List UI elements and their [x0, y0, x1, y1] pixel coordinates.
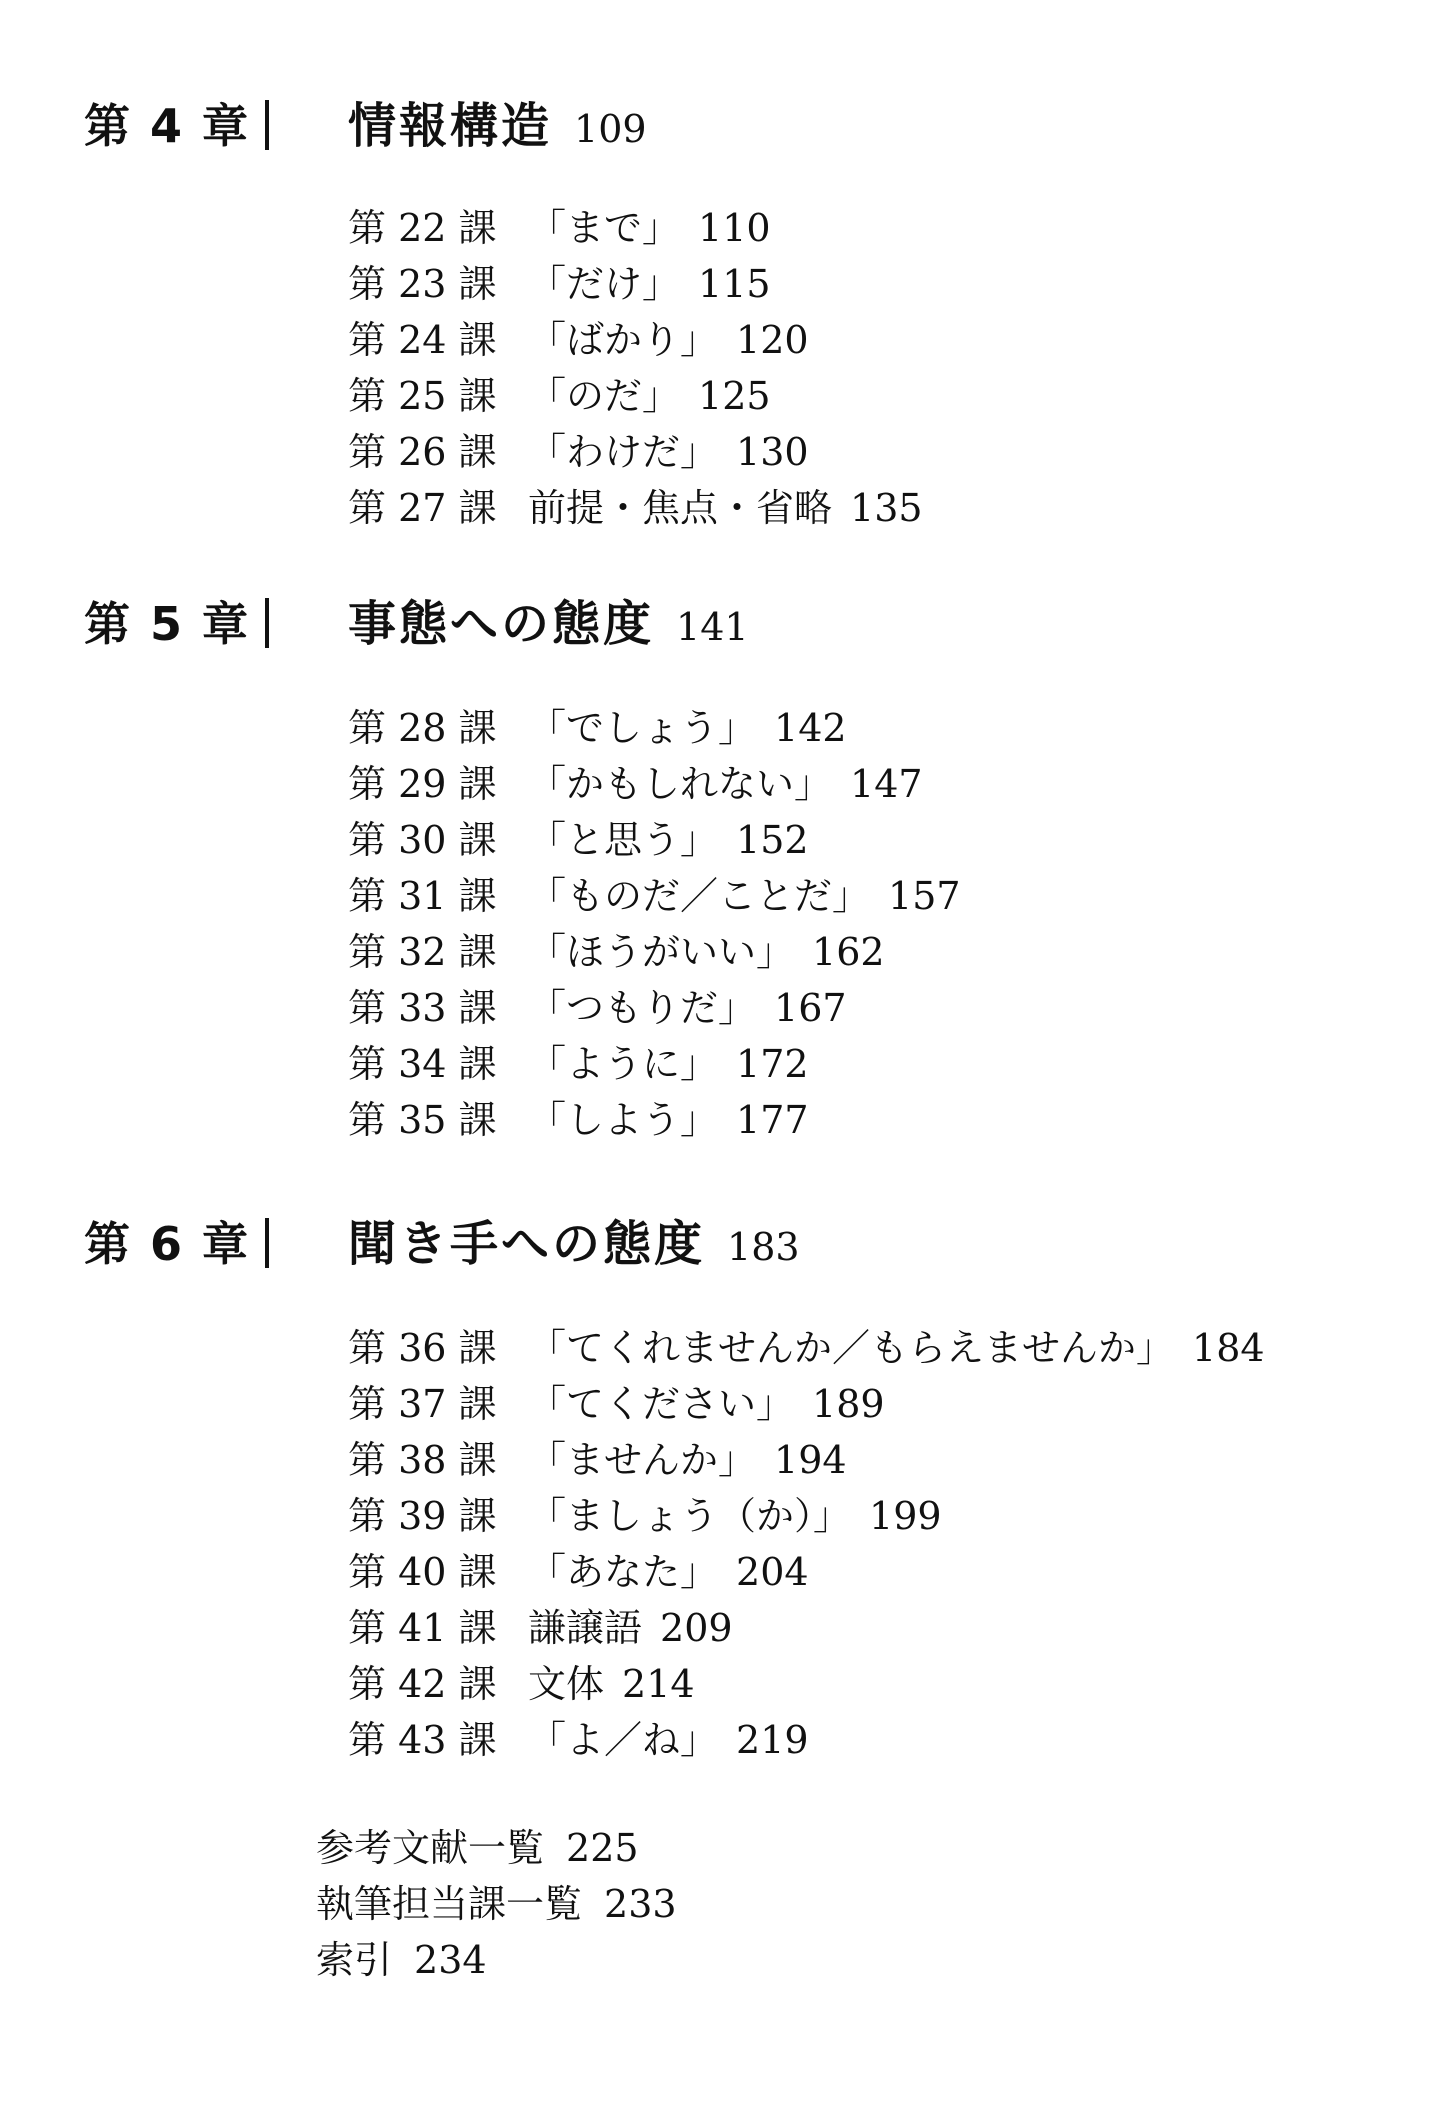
chapter-title-text: 事態への態度	[348, 596, 655, 652]
lesson-title: 「ませんか」	[528, 1438, 757, 1482]
lesson-entry	[348, 868, 961, 924]
chapter-title	[348, 1204, 800, 1287]
lesson-entry	[348, 812, 961, 868]
lesson-page: 120	[736, 318, 809, 362]
lesson-number: 第 26 課	[348, 430, 497, 474]
lesson-number: 第 38 課	[348, 1438, 497, 1482]
lesson-title: 「ように」	[528, 1042, 719, 1086]
lesson-page: 135	[850, 486, 923, 530]
lesson-title: 「わけだ」	[528, 430, 719, 474]
chapter-5-heading	[0, 584, 1444, 664]
lesson-page: 167	[774, 986, 847, 1030]
lesson-title: 「つもりだ」	[528, 986, 757, 1030]
lesson-number: 第 22 課	[348, 206, 497, 250]
lesson-title: 「あなた」	[528, 1550, 719, 1594]
lesson-number: 第 33 課	[348, 986, 497, 1030]
lesson-number: 第 40 課	[348, 1550, 497, 1594]
lesson-number: 第 41 課	[348, 1606, 497, 1650]
lesson-title: 「ばかり」	[528, 318, 719, 362]
lesson-title: 前提・焦点・省略	[528, 486, 833, 530]
lesson-title: 「ものだ／ことだ」	[528, 874, 871, 918]
lesson-page: 219	[736, 1718, 809, 1762]
chapter-5-lessons	[348, 700, 961, 1148]
chapter-divider	[265, 598, 269, 648]
lesson-page: 115	[698, 262, 771, 306]
lesson-page: 147	[850, 762, 923, 806]
lesson-entry	[348, 1036, 961, 1092]
lesson-entry	[348, 424, 923, 480]
lesson-page: 157	[888, 874, 961, 918]
lesson-title: 「よ／ね」	[528, 1718, 719, 1762]
lesson-entry	[348, 368, 923, 424]
backmatter-title: 執筆担当課一覧	[316, 1882, 583, 1926]
lesson-page: 152	[736, 818, 809, 862]
lesson-number: 第 28 課	[348, 706, 497, 750]
chapter-label: 第 5 章	[84, 597, 251, 651]
lesson-number: 第 24 課	[348, 318, 497, 362]
lesson-page: 194	[774, 1438, 847, 1482]
chapter-title-text: 聞き手への態度	[348, 1216, 706, 1272]
backmatter-title: 参考文献一覧	[316, 1826, 545, 1870]
lesson-number: 第 27 課	[348, 486, 497, 530]
backmatter-page: 225	[566, 1826, 639, 1870]
backmatter-entry	[316, 1932, 677, 1988]
lesson-page: 184	[1192, 1326, 1265, 1370]
lesson-title: 文体	[528, 1662, 605, 1706]
chapter-divider	[265, 100, 269, 150]
chapter-divider	[265, 1218, 269, 1268]
backmatter-title: 索引	[316, 1938, 393, 1982]
backmatter-page: 234	[414, 1938, 487, 1982]
backmatter-page: 233	[604, 1882, 677, 1926]
lesson-page: 209	[660, 1606, 733, 1650]
lesson-number: 第 36 課	[348, 1326, 497, 1370]
lesson-entry	[348, 924, 961, 980]
lesson-entry	[348, 1432, 1265, 1488]
chapter-title-text: 情報構造	[348, 98, 553, 154]
lesson-title: 「てくれませんか／もらえませんか」	[528, 1326, 1175, 1370]
lesson-number: 第 25 課	[348, 374, 497, 418]
backmatter-entry	[316, 1820, 677, 1876]
lesson-entry	[348, 1092, 961, 1148]
lesson-entry	[348, 1712, 1265, 1768]
chapter-label: 第 6 章	[84, 1217, 251, 1271]
lesson-page: 110	[698, 206, 771, 250]
lesson-number: 第 29 課	[348, 762, 497, 806]
lesson-title: 「ほうがいい」	[528, 930, 795, 974]
lesson-page: 125	[698, 374, 771, 418]
chapter-6-lessons	[348, 1320, 1265, 1768]
lesson-entry	[348, 756, 961, 812]
lesson-title: 「ましょう（か）」	[528, 1494, 852, 1538]
lesson-number: 第 30 課	[348, 818, 497, 862]
backmatter-list	[316, 1820, 677, 1988]
chapter-page: 183	[727, 1225, 800, 1269]
lesson-title: 「まで」	[528, 206, 681, 250]
chapter-4-lessons	[348, 200, 923, 536]
lesson-page: 199	[869, 1494, 942, 1538]
lesson-page: 162	[812, 930, 885, 974]
lesson-title: 謙譲語	[528, 1606, 643, 1650]
chapter-label: 第 4 章	[84, 99, 251, 153]
lesson-page: 189	[812, 1382, 885, 1426]
lesson-title: 「でしょう」	[528, 706, 757, 750]
lesson-entry	[348, 1488, 1265, 1544]
lesson-number: 第 31 課	[348, 874, 497, 918]
lesson-entry	[348, 700, 961, 756]
lesson-number: 第 34 課	[348, 1042, 497, 1086]
chapter-4-heading	[0, 86, 1444, 166]
lesson-entry	[348, 1544, 1265, 1600]
lesson-number: 第 37 課	[348, 1382, 497, 1426]
lesson-entry	[348, 312, 923, 368]
lesson-title: 「しよう」	[528, 1098, 719, 1142]
lesson-number: 第 32 課	[348, 930, 497, 974]
lesson-page: 214	[622, 1662, 695, 1706]
chapter-page: 109	[574, 107, 647, 151]
lesson-entry	[348, 480, 923, 536]
lesson-page: 177	[736, 1098, 809, 1142]
lesson-title: 「のだ」	[528, 374, 681, 418]
backmatter-entry	[316, 1876, 677, 1932]
lesson-entry	[348, 1376, 1265, 1432]
lesson-entry	[348, 200, 923, 256]
lesson-entry	[348, 980, 961, 1036]
lesson-entry	[348, 1600, 1265, 1656]
chapter-title	[348, 86, 647, 169]
lesson-number: 第 39 課	[348, 1494, 497, 1538]
lesson-page: 130	[736, 430, 809, 474]
lesson-number: 第 42 課	[348, 1662, 497, 1706]
lesson-number: 第 23 課	[348, 262, 497, 306]
lesson-page: 142	[774, 706, 847, 750]
lesson-title: 「てください」	[528, 1382, 795, 1426]
chapter-6-heading	[0, 1204, 1444, 1284]
lesson-entry	[348, 256, 923, 312]
lesson-title: 「だけ」	[528, 262, 681, 306]
lesson-title: 「と思う」	[528, 818, 719, 862]
lesson-entry	[348, 1320, 1265, 1376]
chapter-page: 141	[676, 605, 749, 649]
chapter-title	[348, 584, 749, 667]
lesson-page: 204	[736, 1550, 809, 1594]
lesson-page: 172	[736, 1042, 809, 1086]
lesson-title: 「かもしれない」	[528, 762, 833, 806]
lesson-number: 第 43 課	[348, 1718, 497, 1762]
lesson-number: 第 35 課	[348, 1098, 497, 1142]
lesson-entry	[348, 1656, 1265, 1712]
